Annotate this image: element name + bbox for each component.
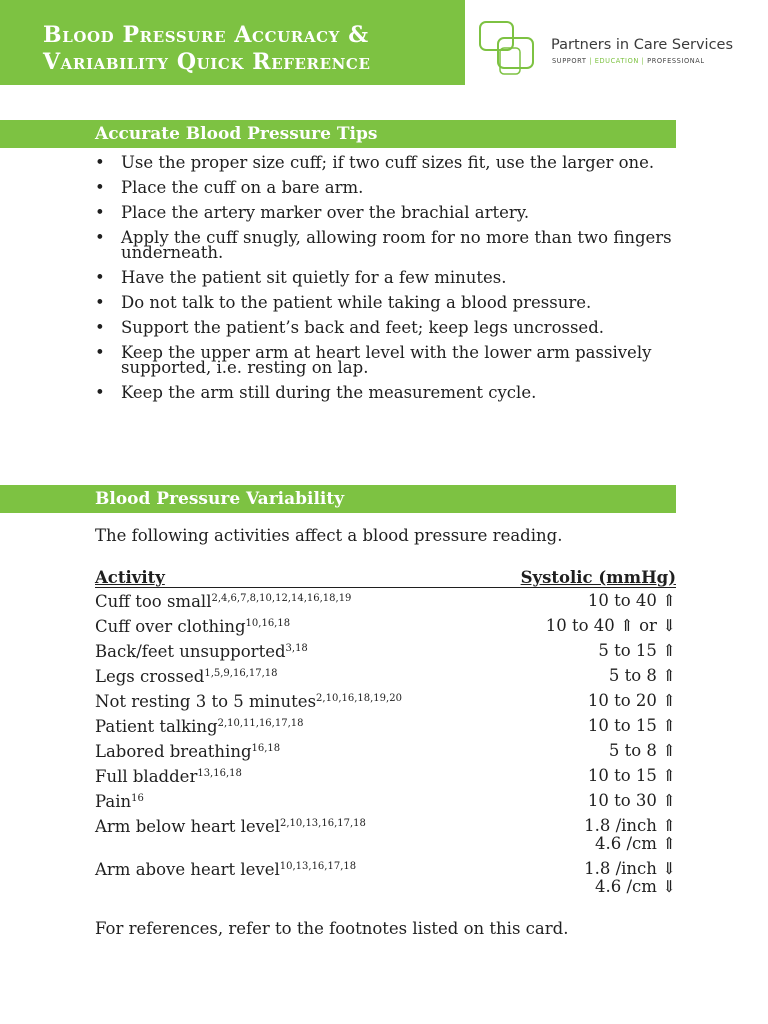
list-item: • Keep the upper arm at heart level with the lower arm passively supported, i.e. resting on lap.: [95, 345, 675, 375]
systolic-value: 5 to 15 ⇑: [598, 641, 676, 660]
column-header-activity: Activity: [95, 568, 165, 587]
partners-logo-icon: [478, 20, 538, 76]
column-header-systolic: Systolic (mmHg): [520, 568, 676, 587]
variability-heading: Blood Pressure Variability: [95, 489, 345, 509]
activity-name: Back/feet unsupported: [95, 642, 286, 661]
tips-list: [95, 155, 675, 410]
systolic-cell: [598, 642, 676, 660]
systolic-value: 10 to 30 ⇑: [587, 791, 676, 810]
activity-name: Patient talking: [95, 717, 218, 736]
list-item: • Support the patient’s back and feet; keep legs uncrossed.: [95, 320, 675, 335]
list-item: • Do not talk to the patient while taking a blood pressure.: [95, 295, 675, 310]
list-item: • Place the artery marker over the brachial artery.: [95, 205, 675, 220]
variability-intro: The following activities affect a blood pressure reading.: [95, 526, 563, 545]
systolic-value: 5 to 8 ⇑: [608, 666, 676, 685]
systolic-cell: [609, 742, 676, 760]
page-title-line-2: Variability Quick Reference: [43, 49, 371, 75]
list-item: • Have the patient sit quietly for a few minutes.: [95, 270, 675, 285]
systolic-cell: [546, 617, 676, 635]
activity-cell: [95, 692, 402, 711]
systolic-value: 1.8 /inch ⇑: [584, 816, 676, 835]
activity-cell: [95, 767, 242, 786]
brand-tag-professional: PROFESSIONAL: [647, 57, 705, 65]
activity-cell: [95, 617, 290, 636]
systolic-value: 5 to 8 ⇑: [608, 741, 676, 760]
tips-section-header: [0, 120, 676, 148]
reference-superscript: 10,16,18: [245, 618, 291, 629]
systolic-value: 10 to 15 ⇑: [587, 716, 676, 735]
variability-table: [95, 568, 676, 896]
reference-superscript: 16,18: [251, 743, 281, 754]
activity-cell: [95, 717, 303, 736]
systolic-cell: [588, 792, 676, 810]
systolic-value: 10 to 40 ⇑: [587, 591, 676, 610]
systolic-cell: [584, 860, 676, 896]
reference-superscript: 2,10,16,18,19,20: [316, 693, 402, 704]
reference-superscript: 3,18: [285, 643, 308, 654]
brand-tagline: [552, 57, 705, 65]
brand-name: Partners in Care Services: [551, 37, 734, 53]
systolic-cell: [588, 692, 676, 710]
systolic-value: 10 to 20 ⇑: [587, 691, 676, 710]
list-item: • Apply the cuff snugly, allowing room for no more than two fingers underneath.: [95, 230, 675, 260]
reference-superscript: 2,10,11,16,17,18: [217, 718, 304, 729]
activity-name: Pain: [95, 792, 132, 811]
systolic-cell: [588, 592, 676, 610]
reference-superscript: 2,10,13,16,17,18: [280, 818, 366, 829]
activity-name: Arm below heart level: [95, 817, 280, 836]
title-banner: [0, 0, 465, 85]
activity-name: Not resting 3 to 5 minutes: [95, 692, 317, 711]
brand-tag-separator: |: [641, 57, 645, 65]
table-header: [95, 568, 676, 588]
activity-cell: [95, 792, 144, 811]
list-item: • Use the proper size cuff; if two cuff sizes fit, use the larger one.: [95, 155, 675, 170]
reference-superscript: 1,5,9,16,17,18: [204, 668, 278, 679]
variability-section-header: [0, 485, 676, 513]
brand-tag-education: EDUCATION: [594, 57, 639, 65]
systolic-value-secondary: 4.6 /cm ⇓: [594, 877, 676, 896]
activity-name: Cuff over clothing: [95, 617, 246, 636]
systolic-cell: [588, 767, 676, 785]
activity-name: Arm above heart level: [95, 860, 280, 879]
activity-cell: [95, 667, 277, 686]
reference-superscript: 16: [131, 793, 144, 804]
reference-superscript: 2,4,6,7,8,10,12,14,16,18,19: [211, 593, 352, 604]
activity-name: Cuff too small: [95, 592, 212, 611]
activity-cell: [95, 642, 308, 661]
list-item: • Keep the arm still during the measurement cycle.: [95, 385, 675, 400]
brand-tag-separator: |: [589, 57, 593, 65]
brand-tag-support: SUPPORT: [552, 57, 587, 65]
page-title-line-1: Blood Pressure Accuracy &: [43, 22, 369, 48]
systolic-value: 10 to 40 ⇑ or ⇓: [545, 616, 676, 635]
tips-heading: Accurate Blood Pressure Tips: [95, 124, 378, 144]
activity-name: Legs crossed: [95, 667, 205, 686]
systolic-value: 10 to 15 ⇑: [587, 766, 676, 785]
activity-name: Labored breathing: [95, 742, 252, 761]
activity-name: Full bladder: [95, 767, 198, 786]
systolic-cell: [609, 667, 676, 685]
systolic-cell: [588, 717, 676, 735]
list-item: • Place the cuff on a bare arm.: [95, 180, 675, 195]
systolic-value-secondary: 4.6 /cm ⇑: [594, 834, 676, 853]
activity-cell: [95, 592, 351, 611]
references-note: For references, refer to the footnotes listed on this card.: [95, 919, 569, 938]
activity-cell: [95, 742, 280, 761]
activity-cell: [95, 860, 356, 879]
reference-superscript: 13,16,18: [197, 768, 242, 779]
systolic-value: 1.8 /inch ⇓: [584, 859, 676, 878]
systolic-cell: [584, 817, 676, 853]
activity-cell: [95, 817, 366, 836]
reference-superscript: 10,13,16,17,18: [279, 861, 357, 872]
